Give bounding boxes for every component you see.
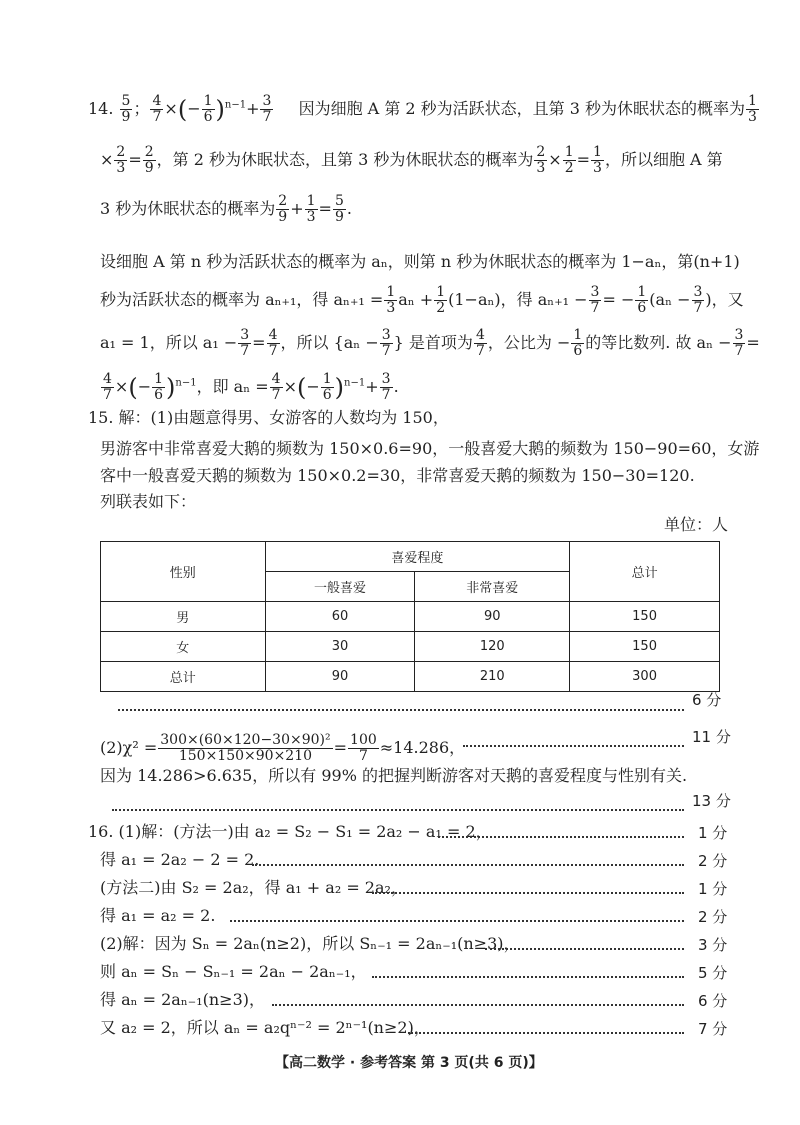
p15-line4: 列联表如下： [100,492,197,511]
score-leader [118,709,684,711]
score-2: 2 分 [698,852,728,870]
table-row: 男 60 90 150 [101,602,720,632]
p14-explanation-1: 因为细胞 A 第 2 秒为活跃状态，且第 3 秒为休眠状态的概率为 [298,99,746,118]
p16-line: (方法二)由 S₂ = 2a₂，得 a₁ + a₂ = 2a₂， [100,878,407,897]
score-leader [112,809,684,811]
p14-line5: 秒为活跃状态的概率为 aₙ₊₁，得 aₙ₊₁ = $\frac{1}{3}$ aₙ + $\frac{1}{2}$ (1−aₙ)，得 aₙ₊₁ − $\frac{3}{7}$ = − $\frac{1}{6}$ (aₙ − $\frac{3}{7}$ )，又 [100,284,744,316]
score-6b: 6 分 [698,992,728,1010]
header-total: 总计 [570,542,720,602]
score-1b: 1 分 [698,880,728,898]
p16-line: 16. (1)解：(方法一)由 a₂ = S₂ − S₁ = 2a₂ − a₁ = 2， [88,822,492,841]
p16-line: 得 a₁ = a₂ = 2. [100,906,216,925]
score-6: 6 分 [692,691,722,709]
contingency-table [100,541,720,692]
score-leader [372,892,684,894]
score-leader [252,864,684,866]
table-row: 女 30 120 150 [101,632,720,662]
p16-line: 则 aₙ = Sₙ − Sₙ₋₁ = 2aₙ − 2aₙ₋₁， [100,962,367,981]
problem-number: 14. [88,99,114,118]
score-1: 1 分 [698,824,728,842]
score-leader [372,976,684,978]
score-leader [272,1004,684,1006]
score-7: 7 分 [698,1020,728,1038]
score-leader [230,920,684,922]
p15-conclusion: 因为 14.286>6.635，所以有 99% 的把握判断游客对天鹅的喜爱程度与性别有关. [100,766,688,785]
p15-line2: 男游客中非常喜爱大鹅的频数为 150×0.6=90，一般喜爱大鹅的频数为 150−90=60，女游 [100,439,760,458]
p15-line1: 15. 解：(1)由题意得男、女游客的人数均为 150， [88,408,449,427]
score-leader [438,836,684,838]
score-leader [485,948,684,950]
p14-line6: a₁ = 1，所以 a₁ − $\frac{3}{7}$ = $\frac{4}{7}$ ，所以 {aₙ − $\frac{3}{7}$ } 是首项为 $\frac{4}{7}$ ，公比为 − $\frac{1}{6}$ 的等比数列. 故 aₙ − $\frac{3}{7}$ = [100,327,760,359]
p16-line: (2)解：因为 Sₙ = 2aₙ(n≥2)，所以 Sₙ₋₁ = 2aₙ₋₁(n≥3)， [100,934,520,953]
header-general: 一般喜爱 [265,572,415,602]
chi-square-line: (2)χ² = $\frac{\text{300×(60×120−30×90)²}}{150\times 150\times 90\times 210}$ = $\frac{100}{7}$ ≈14.286， [100,732,466,764]
p16-line: 得 aₙ = 2aₙ₋₁(n≥3)， [100,990,266,1009]
score-2b: 2 分 [698,908,728,926]
header-degree: 喜爱程度 [265,542,570,572]
header-very: 非常喜爱 [415,572,570,602]
p14-line1: 14. $\frac{5}{9}$ ； $\frac{4}{7}$ ×(− $\frac{1}{6}$ )$^{n-1}$+ $\frac{3}{7}$ 因为细胞 A 第 2 秒为活跃状态，且第 3 秒为休眠状态的概率为 $\frac{1}{3}$ [88,93,757,125]
score-13: 13 分 [692,792,731,810]
score-5: 5 分 [698,964,728,982]
p15-line3: 客中一般喜爱天鹅的频数为 150×0.2=30，非常喜爱天鹅的频数为 150−30=120. [100,466,695,485]
p14-line2: × $\frac{2}{3}$ = $\frac{2}{9}$ ，第 2 秒为休眠状态，且第 3 秒为休眠状态的概率为 $\frac{2}{3}$ × $\frac{1}{2}$ = $\frac{1}{3}$ ，所以细胞 A 第 [100,144,723,176]
page-footer: 【高二数学 · 参考答案 第 3 页(共 6 页)】 [275,1055,543,1071]
p14-line3: 3 秒为休眠状态的概率为 $\frac{2}{9}$ + $\frac{1}{3}$ = $\frac{5}{9}$ . [100,193,352,225]
p16-line: 得 a₁ = 2a₂ − 2 = 2. [100,850,260,869]
p14-line7: $\frac{4}{7}$ ×(− $\frac{1}{6}$ )$^{n-1}$，即 aₙ = $\frac{4}{7}$ ×(− $\frac{1}{6}$ )$^{n-1}$+ $\frac{3}{7}$ . [103,371,399,403]
header-gender: 性别 [101,542,266,602]
p16-line: 又 a₂ = 2，所以 aₙ = a₂qⁿ⁻² = 2ⁿ⁻¹(n≥2)， [100,1018,430,1037]
p14-line4: 设细胞 A 第 n 秒为活跃状态的概率为 aₙ，则第 n 秒为休眠状态的概率为 1−aₙ，第(n+1) [100,252,740,271]
score-11: 11 分 [692,728,731,746]
score-leader [463,745,684,747]
table-unit: 单位：人 [664,515,729,534]
score-leader [408,1032,684,1034]
score-3: 3 分 [698,936,728,954]
table-row: 总计 90 210 300 [101,662,720,692]
